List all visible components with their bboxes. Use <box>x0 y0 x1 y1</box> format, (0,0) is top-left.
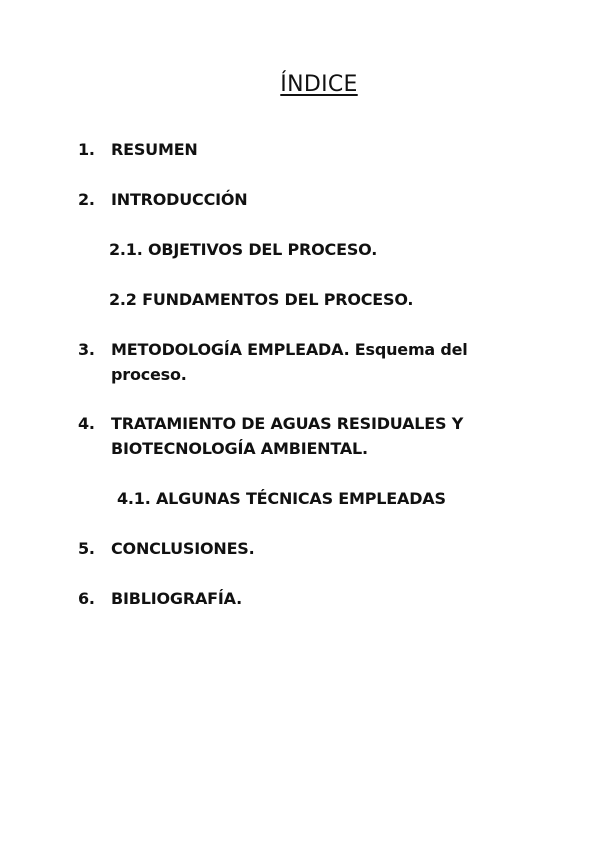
toc-subentry-4-1: 4.1. ALGUNAS TÉCNICAS EMPLEADAS <box>117 489 446 508</box>
toc-entry-number: 5. <box>78 539 95 558</box>
toc-entry-2 <box>78 187 498 212</box>
toc-entry-4 <box>78 411 498 461</box>
toc-entry-3 <box>78 337 498 387</box>
toc-entry-number: 1. <box>78 140 95 159</box>
toc-entry-text: INTRODUCCIÓN <box>111 190 248 209</box>
toc-entry-text: BIBLIOGRAFÍA. <box>111 589 242 608</box>
toc-subentry-2-2: 2.2 FUNDAMENTOS DEL PROCESO. <box>109 290 414 309</box>
toc-entry-6 <box>78 586 498 611</box>
toc-subentry-2-1: 2.1. OBJETIVOS DEL PROCESO. <box>109 240 378 259</box>
index-title: ÍNDICE <box>280 72 358 97</box>
toc-entry-1 <box>78 137 498 162</box>
toc-entry-text: RESUMEN <box>111 140 198 159</box>
toc-entry-number: 4. <box>78 414 95 433</box>
toc-entry-number: 6. <box>78 589 95 608</box>
toc-entry-number: 3. <box>78 340 95 359</box>
toc-entry-number: 2. <box>78 190 95 209</box>
toc-entry-5 <box>78 536 498 561</box>
toc-entry-text: METODOLOGÍA EMPLEADA. Esquema del proceso. <box>111 340 468 384</box>
toc-entry-text: TRATAMIENTO DE AGUAS RESIDUALES Y BIOTECNOLOGÍA AMBIENTAL. <box>111 414 464 458</box>
toc-entry-text: CONCLUSIONES. <box>111 539 255 558</box>
